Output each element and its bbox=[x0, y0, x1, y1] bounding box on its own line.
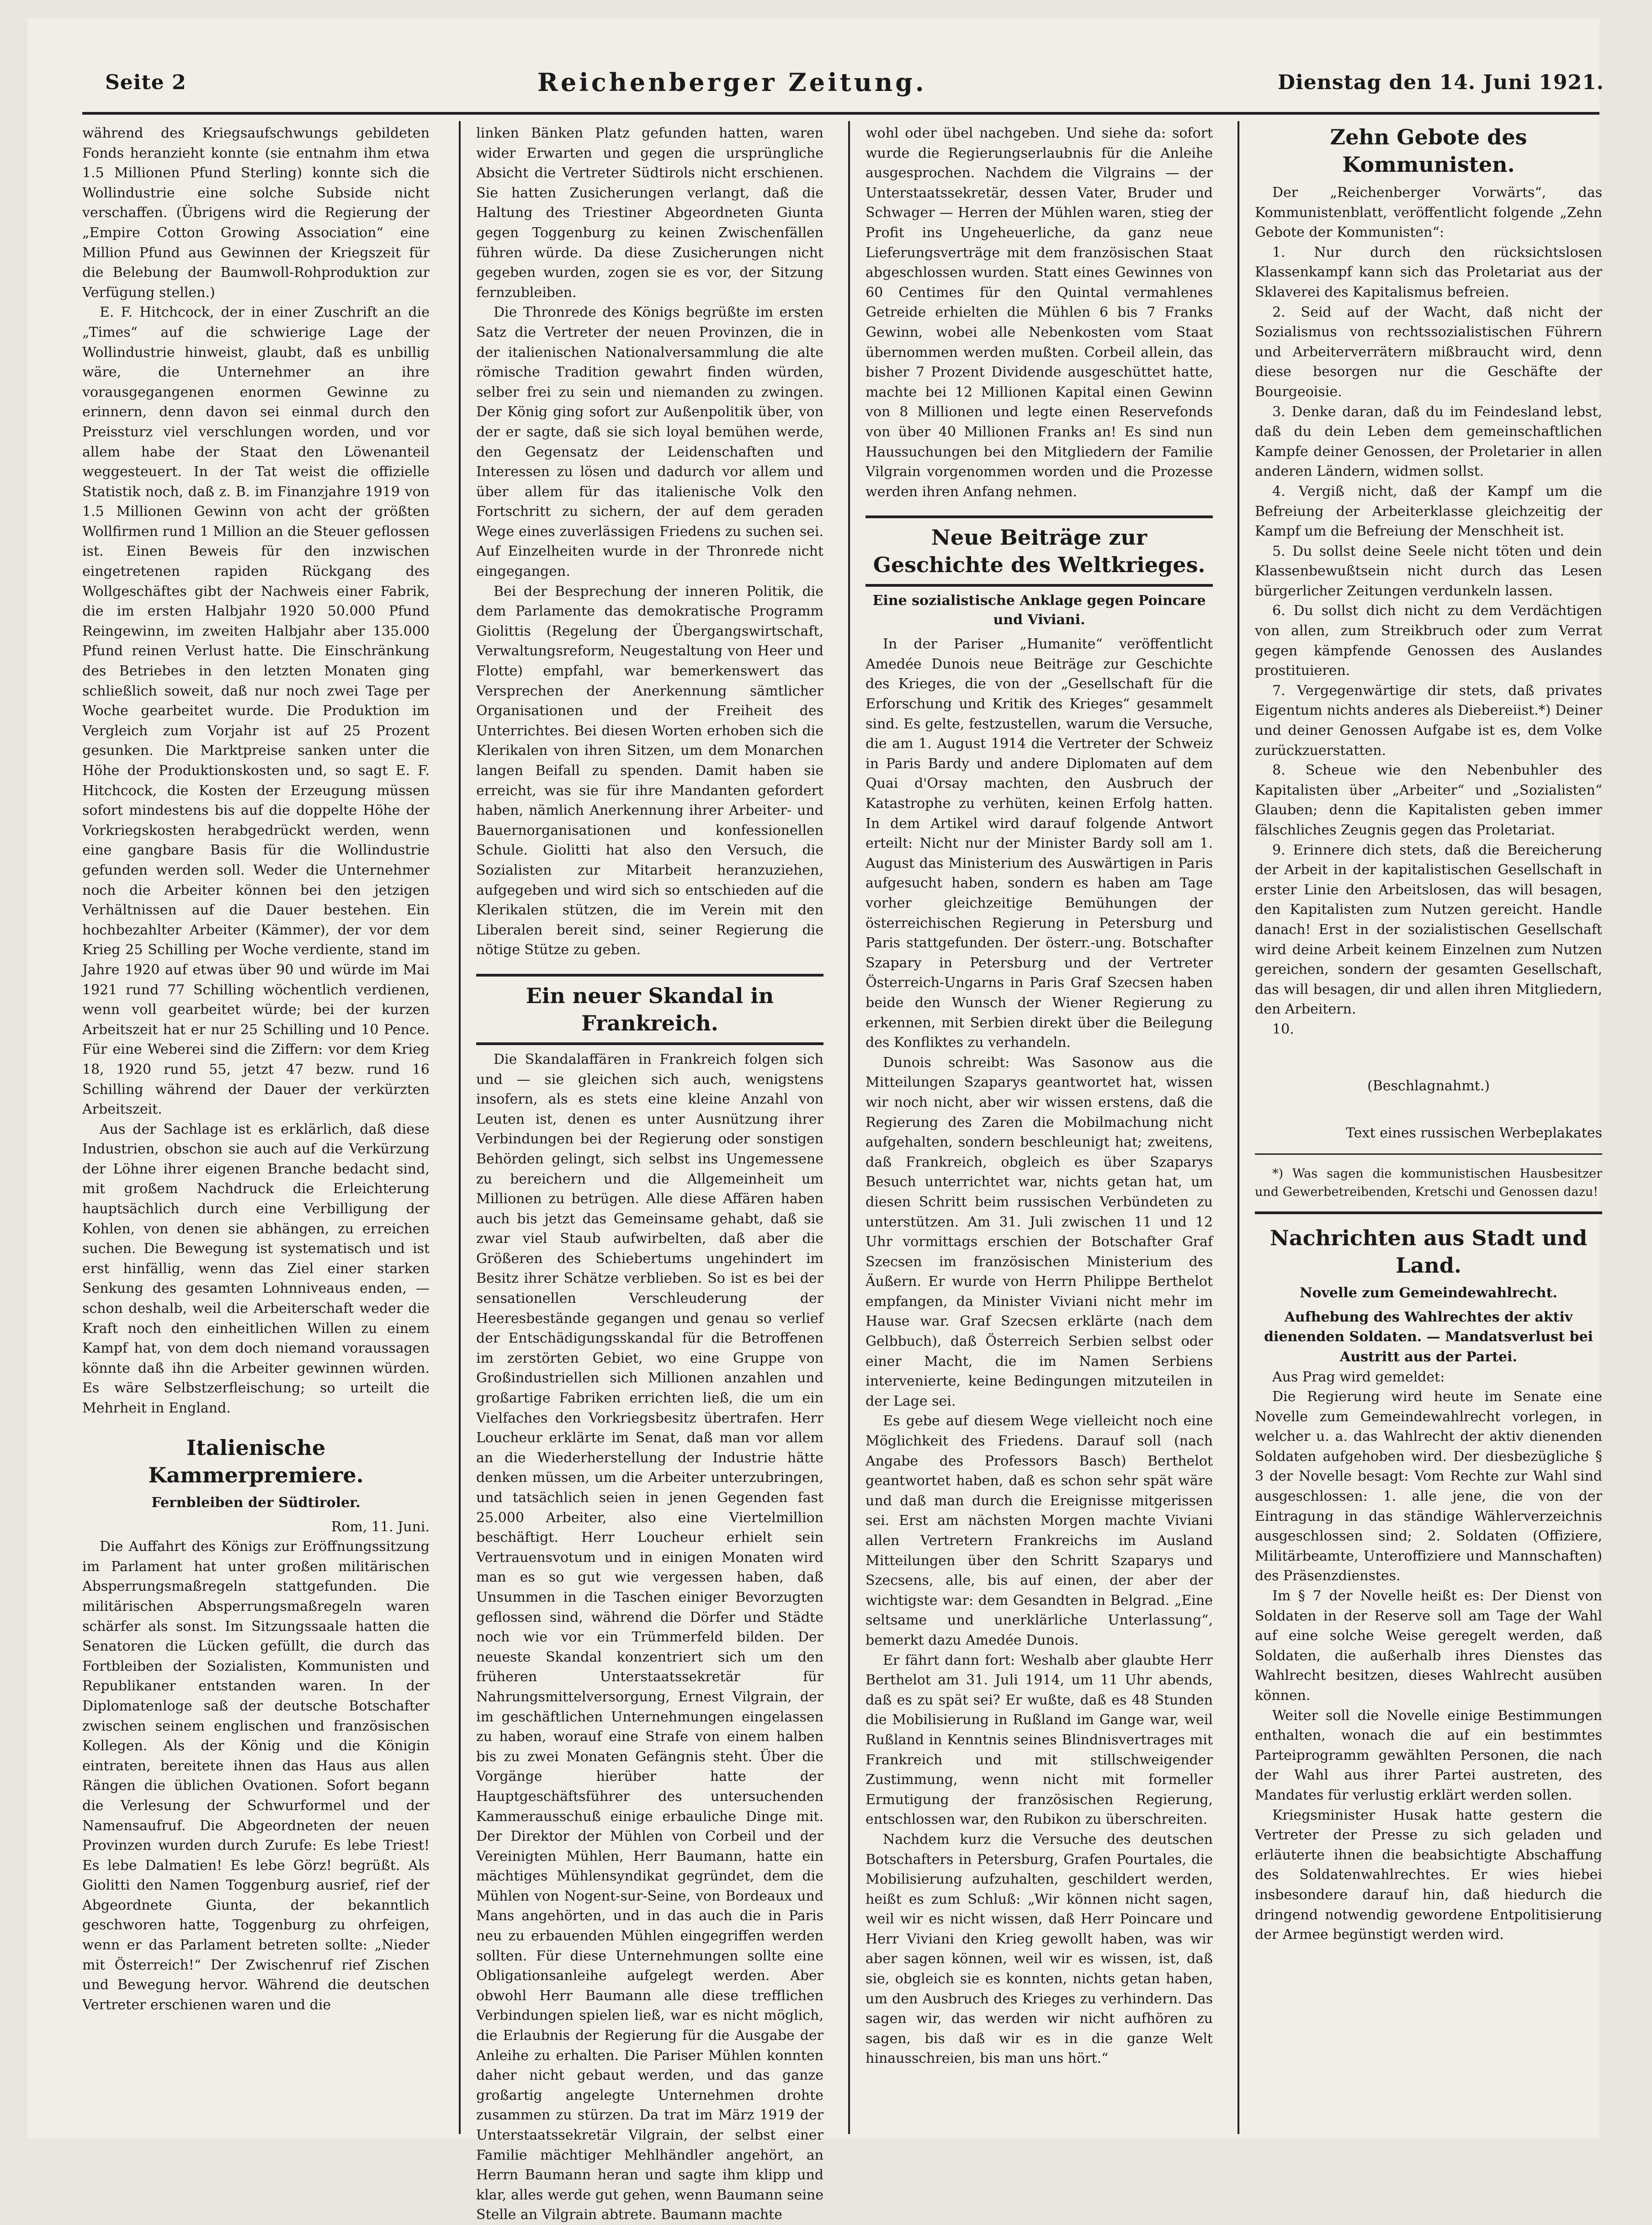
paragraph: Aus der Sachlage ist es erklärlich, daß diese Industrien, obschon sie auch auf die Verkürzung der Löhne ihrer eigenen Branche bedacht sind, mit großem Nachdruck die Erleichterung hauptsächlich durch eine Verbilligung der Kohlen, von denen sie abhängen, zu erreichen suchen. Die Bewegung ist systematisch und ist erst hinfällig, wenn das Ziel einer starken Senkung des gesamten Lohnniveaus enden, — schon deshalb, weil die Arbeiterschaft weder die Kraft noch den einheitlichen Willen zu einem Kampf hat, von dem doch niemand voraussagen könnte daß ihn die Arbeiter gewinnen würden. Es wäre Selbstzerfleischung; so urteilt die Mehrheit in England. bbox=[82, 1121, 430, 1416]
paragraph: Die Regierung wird heute im Senate eine Novelle zum Gemeindewahlrecht vorlegen, in welcher u. a. das Wahlrecht der aktiv dienenden Soldaten aufgehoben wird. Der diesbezügliche § 3 der Novelle besagt: Vom Rechte zur Wahl sind ausgeschlossen: 1. alle jene, die von der Eintragung in das ständige Wählerverzeichnis ausgeschlossen sind; 2. Soldaten (Offiziere, Militärbeamte, Unteroffiziere und Mannschaften) des Präsenzdienstes. bbox=[1255, 1389, 1602, 1584]
censorship-note: (Beschlagnahmt.) bbox=[1367, 1078, 1490, 1094]
divider bbox=[1255, 1153, 1602, 1155]
paragraph: Er fährt dann fort: Weshalb aber glaubte Herr Berthelot am 31. Juli 1914, um 11 Uhr abends, daß es zu spät sei? Er wußte, daß es 48 Stunden die Mobilisierung in Rußland im Gange war, weil Rußland in Kenntnis seines Blindnisvertrages mit Frankreich und mit stillschweigender Zustimmung, wenn nicht mit formeller Ermutigung der französischen Regierung, entschlossen war, den Rubikon zu überschreiten. bbox=[866, 1652, 1213, 1828]
commandment: 6. Du sollst dich nicht zu dem Verdächtigen von allen, zum Streikbruch oder zum Verrat gegen kämpfende Genossen des Auslandes prostituieren. bbox=[1255, 603, 1602, 679]
paragraph: Weiter soll die Novelle einige Bestimmungen enthalten, wonach die auf ein bestimmtes Parteiprogramm gewählten Personen, die nach der Wahl aus ihrer Partei austreten, des Mandates für verlustig erklärt werden sollen. bbox=[1255, 1707, 1602, 1803]
paragraph: E. F. Hitchcock, der in einer Zuschrift an die „Times“ auf die schwierige Lage der Wollindustrie hinweist, glaubt, daß es unbillig wäre, die Unternehmer an ihre vorausgegangenen enormen Gewinne zu erinnern, denn davon sei einmal durch den Preissturz viel verschlungen worden, und vor allem habe der Staat den Löwenanteil weggesteuert. In der Tat weist die offizielle Statistik noch, daß z. B. im Finanzjahre 1919 von 1.5 Millionen Gewinn von acht der größten Wollfirmen rund 1 Million an die Steuer geflossen ist. Einen Beweis für den inzwischen eingetretenen rapiden Rückgang des Wollgeschäftes gibt der Nachweis einer Fabrik, die im ersten Halbjahr 1920 50.000 Pfund Reingewinn, im zweiten Halbjahr aber 135.000 Pfund reinen Verlust hatte. Die Einschränkung des Betriebes in den letzten Monaten ging schließlich soweit, daß nur noch zwei Tage per Woche gearbeitet wurde. Die Produktion im Vergleich zum Vorjahr ist auf 25 Prozent gesunken. Die Marktpreise sanken unter die Höhe der Produktionskosten und, so sagt E. F. Hitchcock, die Kosten der Erzeugung müssen sofort mindestens bis auf die doppelte Höhe der Vorkriegskosten herabgedrückt werden, wenn eine gangbare Basis für die Wollindustrie gefunden werden soll. Weder die Unternehmer noch die Arbeiter können bei den jetzigen Verhältnissen auf die Dauer bestehen. Ein hochbezahlter Arbeiter (Kämmer), der vor dem Krieg 25 Schilling per Woche verdiente, stand im Jahre 1920 auf etwas über 90 und würde im Mai 1921 rund 77 Schilling wöchentlich verdienen, wenn voll gearbeitet würde; bei der kurzen Arbeitszeit hat er nur 25 Schilling und 10 Pence. Für eine Weberei sind die Ziffern: vor dem Krieg 18, 1920 rund 55, jetzt 47 bezw. rund 16 Schilling während der Dauer der verkürzten Arbeitszeit. bbox=[82, 304, 430, 1118]
paragraph: Bei der Besprechung der inneren Politik, die dem Parlamente das demokratische Programm Giolittis (Regelung der Übergangswirtschaft, Verwaltungsreform, Neugestaltung von Heer und Flotte) empfahl, war bemerkenswert das Versprechen der Anerkennung sämtlicher Organisationen und der Freiheit des Unterrichtes. Bei diesen Worten erhoben sich die Klerikalen von ihren Sitzen, um dem Monarchen langen Beifall zu spenden. Damit haben sie erreicht, was sie für ihre Mandanten gefordert haben, nämlich Anerkennung ihrer Arbeiter- und Bauernorganisationen und konfessionellen Schule. Giolitti hat also den Versuch, die Sozialisten zur Mitarbeit heranzuziehen, aufgegeben und wird sich so entschieden auf die Klerikalen stützen, die im Verein mit den Liberalen bereit sind, seiner Regierung die nötige Stütze zu geben. bbox=[476, 583, 823, 958]
headline-box bbox=[866, 515, 1213, 587]
headline-box bbox=[476, 974, 823, 1045]
article-subheadline: Eine sozialistische Anklage gegen Poincare und Viviani. bbox=[872, 593, 1206, 628]
article-headline: Italienische Kammerpremiere. bbox=[148, 1435, 364, 1487]
plakat-caption: Text eines russischen Werbeplakates bbox=[1346, 1125, 1602, 1142]
dateline: Rom, 11. Juni. bbox=[331, 1519, 430, 1535]
paragraph: Es gebe auf diesem Wege vielleicht noch eine Möglichkeit des Friedens. Darauf soll (nach Angabe des Professors Basch) Berthelot geantwortet haben, daß es schon sehr spät wäre und daß man durch die Ereignisse mitgerissen sei. Erst am nächsten Morgen machte Viviani allen Vertretern Frankreichs im Ausland Mitteilungen über den Schritt Szaparys und Szecsens, alle, bis auf einen, der aber der wichtigste war: dem Gesandten in Belgrad. „Eine seltsame und unerklärliche Unterlassung“, bemerkt dazu Amedée Dunois. bbox=[866, 1413, 1213, 1648]
commandment: 9. Erinnere dich stets, daß die Bereicherung der Arbeit in der kapitalistischen Gesellschaft in erster Linie den Arbeitslosen, das will besagen, den Kapitalisten zum Nutzen gereicht. Handle danach! Erst in der sozialistischen Gesellschaft wird deine Arbeit keinem Einzelnen zum Nutzen gereichen, sondern der gesamten Gesellschaft, das will besagen, dir und allen ihren Mitgliedern, den Arbeitern. bbox=[1255, 842, 1602, 1018]
article-headline: Nachrichten aus Stadt und Land. bbox=[1270, 1225, 1588, 1278]
page-number: Seite 2 bbox=[105, 70, 186, 94]
paragraph: Die Skandalaffären in Frankreich folgen sich und — sie gleichen sich auch, wenigstens insofern, als es stets eine kleine Anzahl von Leuten ist, denen es unter Ausnützung ihrer Verbindungen bei der Regierung oder sonstigen Behörden gelingt, sich selbst ins Ungemessene zu bereichern und die Allgemeinheit um Millionen zu betrügen. Alle diese Affären haben auch bis jetzt das Gemeinsame gehabt, daß sie zwar viel Staub aufwirbelten, daß aber die Größeren des Schiebertums ungehindert im Besitz ihrer Schätze verblieben. So ist es bei der sensationellen Verschleuderung der Heeresbestände gegangen und genau so verlief der Entschädigungsskandal für die Betroffenen im zerstörten Gebiet, wo eine Gruppe von Großindustriellen sich Millionen anzahlen und großartige Fabriken errichten ließ, die um ein Vielfaches den Vorkriegsbesitz übertrafen. Herr Loucheur erklärte im Senat, daß man vor allem an die Wiederherstellung der Industrie hätte denken müssen, um die Arbeiter unterzubringen, und tatsächlich seien in jenen Gegenden fast 25.000 Arbeiter, also eine Viertelmillion beschäftigt. Herr Loucheur erhielt sein Vertrauensvotum und in einigen Monaten wird man es so gut wie vergessen haben, daß Unsummen in die Taschen einiger Bevorzugten geflossen sind, während die Dörfer und Städte noch wie vor ein Trümmerfeld bilden. Der neueste Skandal konzentriert sich um den früheren Unterstaatssekretär für Nahrungsmittelversorgung, Ernest Vilgrain, der im geschäftlichen Unternehmungen eingelassen zu haben, worauf eine Strafe von einem halben bis zu zwei Monaten Gefängnis steht. Über die Vorgänge hierüber hatte der Hauptgeschäftsführer des untersuchenden Kammerausschuß einige erbauliche Dinge mit. Der Direktor der Mühlen von Corbeil und der Vereinigten Mühlen, Herr Baumann, hatte ein mächtiges Mühlensyndikat gegründet, dem die Mühlen von Nogent-sur-Seine, von Bordeaux und Mans angehörten, und in das auch die in Paris neu zu erbauenden Mühlen eingegriffen werden sollten. Für diese Unternehmungen sollte eine Obligationsanleihe aufgelegt werden. Aber obwohl Herr Baumann alle diese trefflichen Verbindungen spielen ließ, war es nicht möglich, die Erlaubnis der Regierung für die Ausgabe der Anleihe zu erhalten. Die Pariser Mühlen konnten daher nicht gebaut werden, und das ganze großartig angelegte Unternehmen drohte zusammen zu stürzen. Da trat im März 1919 der Unterstaatssekretär Vilgrain, der selbst einer Familie mächtiger Mehlhändler angehört, an Herrn Baumann heran und sagte ihm klipp und klar, alles werde gut gehen, wenn Baumann seine Stelle an Vilgrain abtrete. Baumann machte bbox=[476, 1051, 823, 2223]
article-subheadline: Fernbleiben der Südtiroler. bbox=[151, 1494, 361, 1511]
divider bbox=[1255, 1211, 1602, 1214]
paragraph: Die Thronrede des Königs begrüßte im ersten Satz die Vertreter der neuen Provinzen, die in der italienischen Nationalversammlung die alte römische Tradition gewahrt finden würden, selber frei zu sein und niemanden zu zwingen. Der König ging sofort zur Außenpolitik über, von der er sagte, daß sie sich loyal bemühen werde, den Gegensatz der Leidenschaften und Interessen zu lösen und dadurch vor allem und über allem für das italienische Volk den Fortschritt zu sichern, der auf dem geraden Wege eines zuverlässigen Friedens zu suchen sei. Auf Einzelheiten wurde in der Thronrede nicht eingegangen. bbox=[476, 304, 823, 580]
article-headline: Zehn Gebote des Kommunisten. bbox=[1330, 125, 1527, 177]
commandment: 5. Du sollst deine Seele nicht töten und dein Klassenbewußtsein nicht durch das Lesen bürgerlicher Zeitungen verdunkeln lassen. bbox=[1255, 543, 1602, 599]
article-headline: Neue Beiträge zur Geschichte des Weltkrieges. bbox=[873, 525, 1206, 578]
issue-date: Dienstag den 14. Juni 1921. bbox=[1277, 70, 1604, 94]
paragraph: wohl oder übel nachgeben. Und siehe da: sofort wurde die Regierungserlaubnis für die Anleihe ausgesprochen. Nachdem die Vilgrains — der Unterstaatssekretär, dessen Vater, Bruder und Schwager — Herren der Mühlen waren, stieg der Profit ins Ungeheuerliche, da ganz neue Lieferungsverträge mit dem französischen Staat abgeschlossen wurden. Statt eines Gewinnes von 60 Centimes für den Quintal vermahlenes Getreide erhielten die Mühlen 6 bis 7 Franks Gewinn, wobei alle Nebenkosten vom Staat übernommen werden mußten. Corbeil allein, das bisher 7 Prozent Dividende ausgeschüttet hatte, machte bei 12 Millionen Kapital einen Gewinn von 8 Millionen und legte einen Reservefonds von über 40 Millionen Franks an! Es sind nun Haussuchungen bei den Mitgliedern der Familie Vilgrain vorgenommen worden und die Prozesse werden ihren Anfang nehmen. bbox=[866, 125, 1213, 500]
paragraph: während des Kriegsaufschwungs gebildeten Fonds heranzieht konnte (sie entnahm ihm etwa 1.5 Millionen Pfund Sterling) konnte sich die Wollindustrie eine solche Subside nicht verschaffen. (Übrigens wird die Regierung der „Empire Cotton Growing Association“ eine Million Pfund aus Gewinnen der Kriegszeit für die Belebung der Baumwoll-Rohproduktion zur Verfügung stellen.) bbox=[82, 125, 430, 301]
column-3 bbox=[866, 123, 1213, 2134]
commandment: 3. Denke daran, daß du im Feindesland lebst, daß du dein Leben dem gemeinschaftlichen Kampfe deiner Genossen, der Proletarier in allen anderen Ländern, widmen sollst. bbox=[1255, 404, 1602, 480]
paragraph: Aus Prag wird gemeldet: bbox=[1272, 1369, 1445, 1385]
commandment: 8. Scheue wie den Nebenbuhler des Kapitalisten über „Arbeiter“ und „Sozialisten“ Glauben; denn die Kapitalisten geben immer fälschliches Zeugnis gegen das Proletariat. bbox=[1255, 762, 1602, 838]
footnote: *) Was sagen die kommunistischen Hausbesitzer und Gewerbetreibenden, Kretschi und Genossen dazu! bbox=[1255, 1166, 1602, 1199]
column-rule-2 bbox=[848, 121, 850, 2134]
paragraph: In der Pariser „Humanite“ veröffentlicht Amedée Dunois neue Beiträge zur Geschichte des Krieges, die von der „Gesellschaft für die Erforschung und Kritik des Krieges“ gesammelt sind. Es gelte, festzustellen, warum die Versuche, die am 1. August 1914 die Vertreter der Schweiz in Paris Bardy und andere Diplomaten auf dem Quai d'Orsay machten, den Ausbruch der Katastrophe zu verhüten, keinen Erfolg hatten. In dem Artikel wird darauf folgende Antwort erteilt: Nicht nur der Minister Bardy soll am 1. August das Ministerium des Auswärtigen in Paris aufgesucht haben, sondern es haben am Tage vorher gleichzeitige Bemühungen der österreichischen Regierung in Petersburg und Paris stattgefunden. Der österr.-ung. Botschafter Szapary in Petersburg und der Vertreter Österreich-Ungarns in Paris Graf Szecsen haben beide den Wunsch der Wiener Regierung zu erkennen, mit Serbien direkt über die Beilegung des Konfliktes zu verhandeln. bbox=[866, 636, 1213, 1051]
header-rule bbox=[82, 112, 1599, 115]
paragraph: linken Bänken Platz gefunden hatten, waren wider Erwarten und gegen die ursprüngliche Absicht die Vertreter Südtirols nicht erschienen. Sie hatten Zusicherungen verlangt, daß die Haltung des Triestiner Abgeordneten Giunta gegen Toggenburg zu keinen Zwischenfällen führen würde. Da diese Zusicherungen nicht gegeben wurden, zogen sie es vor, der Sitzung fernzubleiben. bbox=[476, 125, 823, 301]
commandment: 2. Seid auf der Wacht, daß nicht der Sozialismus von rechtssozialistischen Führern und Arbeiterverrätern mißbraucht wird, denn diese besorgen nur die Geschäfte der Bourgeoisie. bbox=[1255, 304, 1602, 400]
newspaper-title: Reichenberger Zeitung. bbox=[537, 68, 927, 97]
paragraph: Nachdem kurz die Versuche des deutschen Botschafters in Petersburg, Grafen Pourtales, die Mobilisierung aufzuhalten, geschildert werden, heißt es zum Schluß: „Wir können nicht sagen, weil wir es nicht wissen, daß Herr Poincare und Herr Viviani den Krieg gewollt haben, was wir aber sagen können, weil wir es wissen, ist, daß sie, obgleich sie es konnten, nichts getan haben, um den Ausbruch des Krieges zu verhindern. Das sagen wir, das werden wir nicht aufhören zu sagen, bis daß wir es in die ganze Welt hinausschreien, bis man uns hört.“ bbox=[866, 1831, 1213, 2067]
paragraph: Dunois schreibt: Was Sasonow aus die Mitteilungen Szaparys geantwortet hat, wissen wir noch nicht, aber wir wissen erstens, daß die Regierung des Zaren die Mobilmachung nicht aufgehalten, sondern beschleunigt hat; zweitens, daß Frankreich, obgleich es über Szaparys Besuch unterrichtet war, nichts getan hat, um diesen Schritt beim russischen Verbündeten zu unterstützen. Am 31. Juli zwischen 11 und 12 Uhr vormittags erschien der Botschafter Graf Szecsen im französischen Ministerium des Äußern. Er wurde von Herrn Philippe Berthelot empfangen, da Minister Viviani nicht mehr im Hause war. Graf Szecsen erklärte (nach dem Gelbbuch), daß Österreich Serbien selbst oder einer Macht, die im Namen Serbiens intervenierte, keine Bedingungen mitzuteilen in der Lage sei. bbox=[866, 1054, 1213, 1409]
column-rule-1 bbox=[459, 121, 461, 2134]
commandment: 10. bbox=[1272, 1021, 1294, 1037]
column-2 bbox=[476, 123, 823, 2223]
article-subheadline-2: Aufhebung des Wahlrechtes der aktiv dienenden Soldaten. — Mandatsverlust bei Austritt aus der Partei. bbox=[1264, 1309, 1593, 1365]
article-headline: Ein neuer Skandal in Frankreich. bbox=[526, 983, 774, 1036]
column-4 bbox=[1255, 123, 1602, 2134]
paragraph: Die Auffahrt des Königs zur Eröffnungssitzung im Parlament hat unter großen militärischen Absperrungsmaßregeln stattgefunden. Die militärischen Absperrungsmaßregeln waren schärfer als sonst. Im Sitzungssaale hatten die Senatoren die Lücken gefüllt, die durch das Fortbleiben der Sozialisten, Kommunisten und Republikaner entstanden waren. In der Diplomatenloge saß der deutsche Botschafter zwischen seinem englischen und französischen Kollegen. Als der König und die Königin eintraten, bereitete ihnen das Haus aus allen Rängen die üblichen Ovationen. Sofort begann die Verlesung der Schwurformel und der Namensaufruf. Die Abgeordneten der neuen Provinzen wurden durch Zurufe: Es lebe Triest! Es lebe Dalmatien! Es lebe Görz! begrüßt. Als Giolitti den Namen Toggenburg ausrief, rief der Abgeordnete Giunta, der bekanntlich geschworen hatte, Toggenburg zu ohrfeigen, wenn er das Parlament betreten sollte: „Nieder mit Österreich!“ Der Zwischenruf rief Zischen und Bewegung hervor. Während die deutschen Vertreter erschienen waren und die bbox=[82, 1539, 430, 2013]
paragraph: Kriegsminister Husak hatte gestern die Vertreter der Presse zu sich geladen und erläuterte ihnen die beabsichtigte Abschaffung des Soldatenwahlrechtes. Er wies hiebei insbesondere darauf hin, daß hiedurch die dringend notwendig gewordene Entpolitisierung der Armee begünstigt werden wird. bbox=[1255, 1807, 1602, 1943]
commandment: 7. Vergegenwärtige dir stets, daß privates Eigentum nichts anderes als Diebereiist.*) Deiner und deiner Genossen Aufgabe ist es, dem Volke zurückzuerstatten. bbox=[1255, 682, 1602, 759]
paragraph: Der „Reichenberger Vorwärts“, das Kommunistenblatt, veröffentlicht folgende „Zehn Gebote der Kommunisten“: bbox=[1255, 185, 1602, 241]
article-subheadline: Novelle zum Gemeindewahlrecht. bbox=[1300, 1285, 1557, 1301]
censored-gap bbox=[1255, 1040, 1602, 1076]
column-rule-3 bbox=[1238, 121, 1239, 2134]
commandment: 4. Vergiß nicht, daß der Kampf um die Befreiung der Arbeiterklasse gleichzeitig der Kampf um die Befreiung der Menschheit ist. bbox=[1255, 483, 1602, 540]
commandment: 1. Nur durch den rücksichtslosen Klassenkampf kann sich das Proletariat aus der Sklaverei des Kapitalismus befreien. bbox=[1255, 244, 1602, 300]
paragraph: Im § 7 der Novelle heißt es: Der Dienst von Soldaten in der Reserve soll am Tage der Wahl auf eine solche Weise geregelt werden, daß Soldaten, die außerhalb ihres Dienstes das Wahlrecht besitzen, dieses Wahlrecht ausüben können. bbox=[1255, 1588, 1602, 1704]
column-1 bbox=[82, 123, 430, 2134]
page-header bbox=[105, 57, 1604, 107]
